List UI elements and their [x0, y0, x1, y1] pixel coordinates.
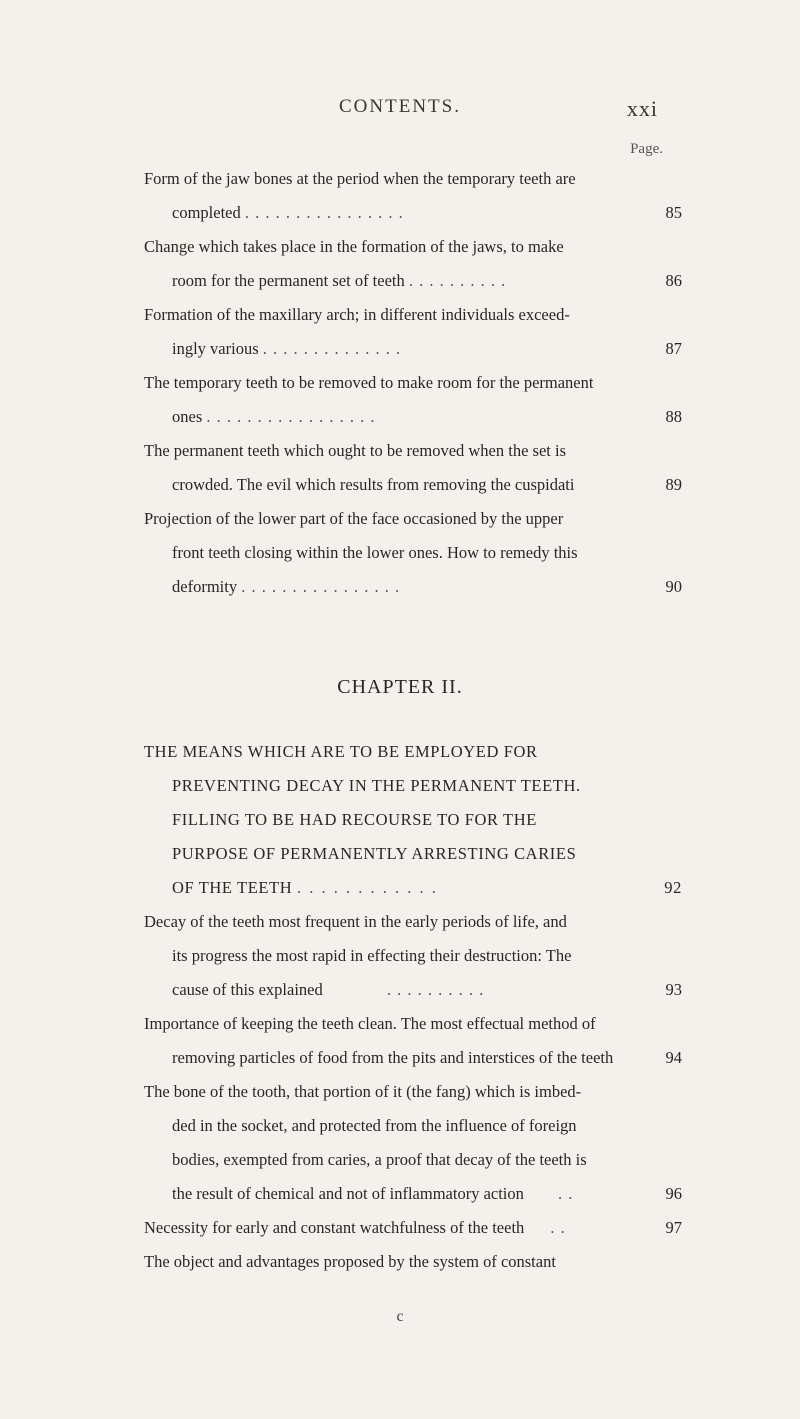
chapter-title: CHAPTER II.: [337, 676, 463, 698]
toc-entry-line: deformity: [172, 577, 238, 596]
toc-entry-line: Necessity for early and constant watchfulness of the teeth: [144, 1218, 525, 1237]
running-head-title: CONTENTS.: [339, 96, 461, 117]
toc-page-number: 96: [665, 1184, 682, 1203]
toc-entry-line: completed: [172, 203, 241, 222]
toc-entry: [144, 502, 682, 604]
chapter-heading-line: PREVENTING DECAY IN THE PERMANENT TEETH.: [172, 776, 581, 795]
signature-mark: c: [396, 1308, 404, 1325]
toc-entry: [144, 1075, 682, 1211]
toc-entry-line: ded in the socket, and protected from the influence of foreign: [172, 1116, 577, 1135]
toc-entry-line: The permanent teeth which ought to be removed when the set is: [144, 441, 566, 460]
toc-entry-line: The temporary teeth to be removed to make room for the permanent: [144, 373, 594, 392]
toc-page-number: 85: [665, 203, 682, 222]
toc-entry-line: Change which takes place in the formation of the jaws, to make: [144, 237, 564, 256]
toc-page-number: 94: [665, 1048, 682, 1067]
dot-leader: . . . . . . . . . . . . . . . .: [244, 203, 404, 222]
toc-page-number: 92: [664, 878, 682, 897]
page-number: xxi: [626, 96, 658, 121]
dot-leader: . . . . . . . . . .: [408, 271, 507, 290]
toc-entry-line: Formation of the maxillary arch; in different individuals exceed-: [144, 305, 570, 324]
page-column-label: Page.: [630, 141, 663, 157]
toc-entry-line: front teeth closing within the lower ones. How to remedy this: [172, 543, 578, 562]
toc-page-number: 93: [665, 980, 682, 999]
toc-entry-line: ingly various: [172, 339, 259, 358]
toc-entry-line: Importance of keeping the teeth clean. The most effectual method of: [144, 1014, 596, 1033]
dot-leader: . .: [550, 1218, 566, 1237]
toc-entry-line: cause of this explained: [172, 980, 323, 999]
toc-entry-line: The object and advantages proposed by the system of constant: [144, 1252, 556, 1271]
toc-entry-line: The bone of the tooth, that portion of it (the fang) which is imbed-: [144, 1082, 582, 1101]
toc-entry: [144, 230, 682, 298]
toc-entry-line: its progress the most rapid in effecting their destruction: The: [172, 946, 572, 965]
chapter-heading-line: FILLING TO BE HAD RECOURSE TO FOR THE: [172, 810, 537, 829]
toc-page-number: 86: [665, 271, 682, 290]
toc-entry-line: room for the permanent set of teeth: [172, 271, 405, 290]
toc-entry: [144, 1211, 682, 1245]
toc-entry: [144, 366, 682, 434]
chapter-heading-line: PURPOSE OF PERMANENTLY ARRESTING CARIES: [172, 844, 577, 863]
toc-entry-line: Decay of the teeth most frequent in the early periods of life, and: [144, 912, 567, 931]
running-head: [0, 96, 800, 126]
toc-entry: [144, 162, 682, 230]
dot-leader: . . . . . . . . . . . . . . . .: [241, 577, 401, 596]
chapter-heading: [144, 735, 682, 905]
toc-entry-line: ones: [172, 407, 203, 426]
toc-entry: [144, 1245, 670, 1279]
toc-entry-line: Form of the jaw bones at the period when the temporary teeth are: [144, 169, 576, 188]
toc-entry-line: crowded. The evil which results from removing the cuspidati: [172, 475, 575, 494]
chapter-heading-line: OF THE TEETH: [172, 878, 293, 897]
dot-leader: . . . . . . . . . . . . . .: [262, 339, 402, 358]
toc-entry: [144, 298, 682, 366]
toc-entry-line: the result of chemical and not of inflammatory action: [172, 1184, 524, 1203]
toc-entry: [144, 1007, 682, 1075]
toc-page-number: 90: [665, 577, 682, 596]
dot-leader: . . . . . . . . . . . . . . . . .: [206, 407, 376, 426]
toc-entry-line: bodies, exempted from caries, a proof that decay of the teeth is: [172, 1150, 587, 1169]
toc-page-number: 88: [665, 407, 682, 426]
dot-leader: . . . . . . . . . .: [386, 980, 485, 999]
toc-page-number: 89: [665, 475, 682, 494]
toc-entry-line: removing particles of food from the pits and interstices of the teeth: [172, 1048, 614, 1067]
chapter-heading-line: THE MEANS WHICH ARE TO BE EMPLOYED FOR: [144, 742, 538, 761]
dot-leader: . .: [558, 1184, 574, 1203]
toc-entry-line: Projection of the lower part of the face occasioned by the upper: [144, 509, 564, 528]
toc-page-number: 97: [665, 1218, 682, 1237]
dot-leader: . . . . . . . . . . . .: [297, 878, 438, 897]
toc-page-number: 87: [665, 339, 682, 358]
toc-entry: [144, 905, 682, 1007]
toc-entry: [144, 434, 682, 502]
